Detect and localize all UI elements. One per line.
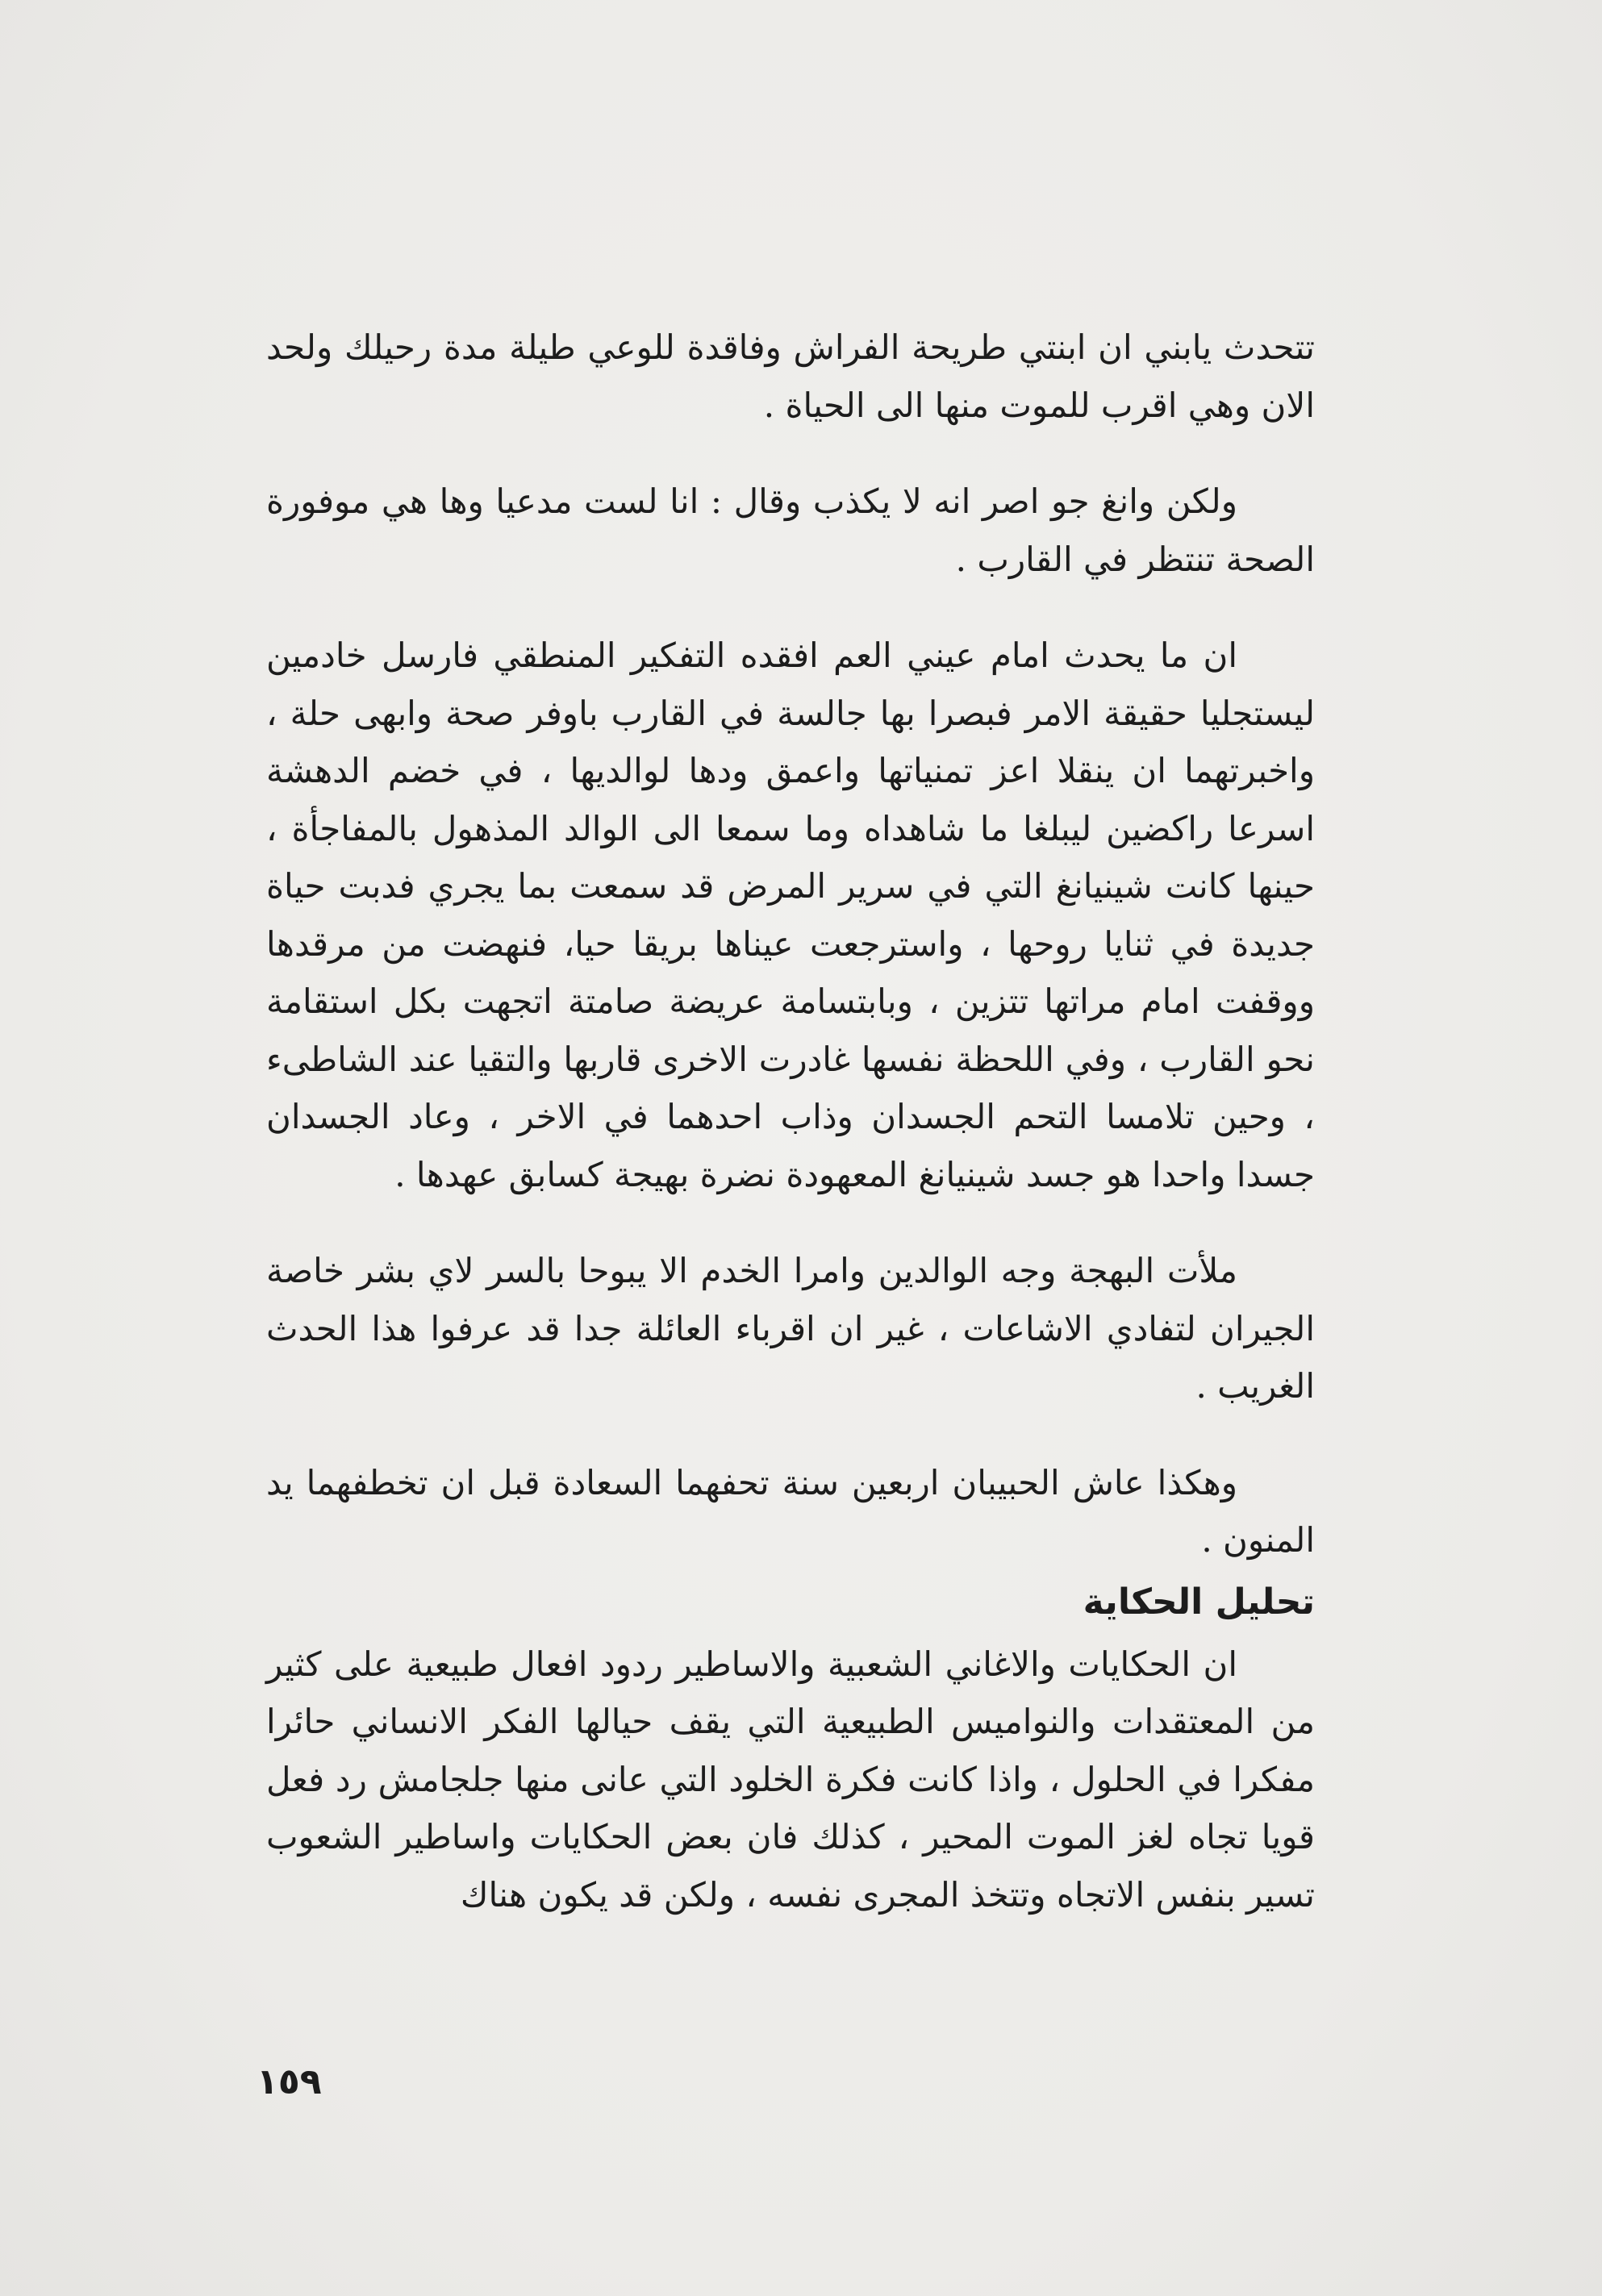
page-number: ١٥٩ [257,2061,322,2102]
section-paragraph: ان الحكايات والاغاني الشعبية والاساطير ردود افعال طبيعية على كثير من المعتقدات والنواميس الطبيعية التي يقف حيالها الفكر الانساني حائرا مفكرا في الحلول ، واذا كانت فكرة الخلود التي عانى منها جلجامش رد فعل قويا تجاه لغز الموت المحير ، كذلك فان بعض الحكايات واساطير الشعوب تسير بنفس الاتجاه وتتخذ المجرى نفسه ، ولكن قد يكون هناك [266,1644,1315,1915]
paragraph: تتحدث يابني ان ابنتي طريحة الفراش وفاقدة للوعي طيلة مدة رحيلك ولحد الان وهي اقرب للموت منها الى الحياة . [266,327,1315,425]
page-body [266,319,1315,1923]
section-heading: تحليل الحكاية [1083,1581,1315,1623]
paragraph: وهكذا عاش الحبيبان اربعين سنة تحفهما السعادة قبل ان تخطفهما يد المنون . [266,1462,1315,1560]
paragraph: ولكن وانغ جو اصر انه لا يكذب وقال : انا لست مدعيا وها هي موفورة الصحة تنتظر في القارب . [266,481,1315,579]
paragraph: ملأت البهجة وجه الوالدين وامرا الخدم الا يبوحا بالسر لاي بشر خاصة الجيران لتفادي الاشاعات ، غير ان اقرباء العائلة جدا قد عرفوا هذا الحدث الغريب . [266,1251,1315,1406]
paragraph: ان ما يحدث امام عيني العم افقده التفكير المنطقي فارسل خادمين ليستجليا حقيقة الامر فبصرا بها جالسة في القارب باوفر صحة وابهى حلة ، واخبرتهما ان ينقلا اعز تمنياتها واعمق ودها لوالديها ، في خضم الدهشة اسرعا راكضين ليبلغا ما شاهداه وما سمعا الى الوالد المذهول بالمفاجأة ، حينها كانت شينيانغ التي في سرير المرض قد سمعت بما يجري فدبت حياة جديدة في ثنايا روحها ، واسترجعت عيناها بريقا حيا، فنهضت من مرقدها ووقفت امام مراتها تتزين ، وبابتسامة عريضة صامتة اتجهت بكل استقامة نحو القارب ، وفي اللحظة نفسها غادرت الاخرى قاربها والتقيا عند الشاطىء ، وحين تلامسا التحم الجسدان وذاب احدهما في الاخر ، وعاد الجسدان جسدا واحدا هو جسد شينيانغ المعهودة نضرة بهيجة كسابق عهدها . [266,635,1315,1194]
